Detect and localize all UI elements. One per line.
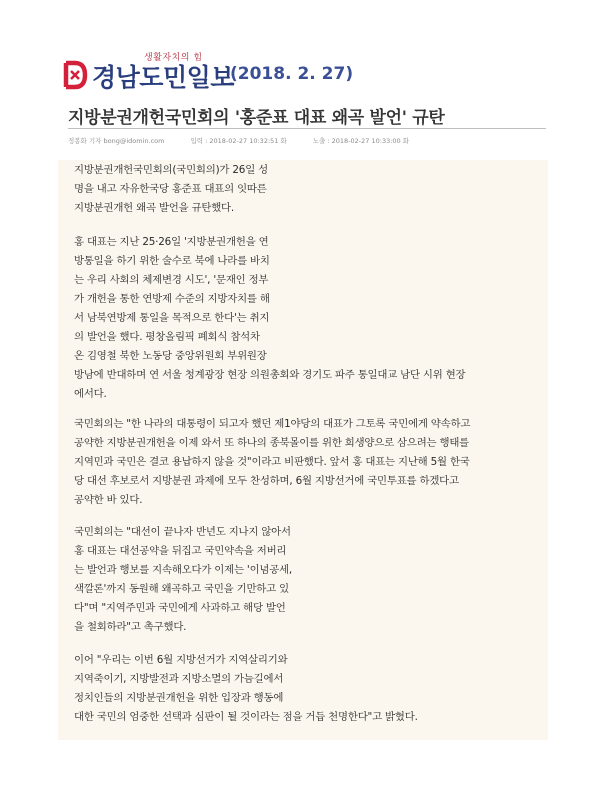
newspaper-slogan: 생활자치의 힘: [144, 53, 203, 63]
text-line: 국민회의는 "대선이 끝나자 반년도 지나지 않아서: [74, 526, 291, 538]
text-line: 는 우리 사회의 체제변경 시도', '문재인 정부: [74, 274, 269, 286]
article-paragraph: [74, 523, 292, 637]
text-line: 정치인들의 지방분권개헌을 위한 입장과 행동에: [74, 692, 284, 704]
text-line: 방남에 반대하며 연 서울 청계광장 현장 의원총회와 경기도 파주 통일대교 남단 시위 현장: [74, 369, 466, 381]
text-line: 방통일을 하기 위한 술수로 북에 나라를 바치: [74, 255, 270, 267]
article-paragraph: [74, 233, 465, 404]
text-line: 서 남북연방제 통일을 목적으로 한다'는 취지: [74, 312, 270, 324]
byline-modified: 노출 : 2018-02-27 10:33:00 화: [312, 137, 410, 145]
article-paragraph: [74, 415, 470, 510]
article-body: [58, 160, 548, 740]
text-line: 온 김영철 북한 노동당 중앙위원회 부위원장: [74, 350, 267, 362]
text-line: 는 발언과 행보를 지속해오다가 이제는 '이념공세,: [74, 564, 293, 576]
text-line: 이어 "우리는 이번 6월 지방선거가 지역살리기와: [74, 654, 288, 666]
title-divider: [68, 128, 546, 129]
text-line: 에서다.: [74, 388, 107, 400]
text-line: 홍 대표는 대선공약을 뒤집고 국민약속을 저버리: [74, 545, 287, 557]
masthead: [62, 50, 542, 100]
text-line: 다"며 "지역주민과 국민에게 사과하고 해당 발언: [74, 602, 286, 614]
text-line: 공약한 지방분권개헌을 이제 와서 또 하나의 종북몰이를 위한 희생양으로 삼으려는 행태를: [74, 437, 470, 449]
article-paragraph: [74, 161, 268, 218]
text-line: 지역죽이기, 지방발전과 지방소멸의 가늠길에서: [74, 673, 284, 685]
text-line: 명을 내고 자유한국당 홍준표 대표의 잇따른: [74, 183, 267, 195]
byline-author: 정봉화 기자 bong@idomin.com: [68, 137, 165, 145]
text-line: 공약한 바 있다.: [74, 494, 143, 506]
issue-date: (2018. 2. 27): [230, 64, 354, 84]
article-title: 지방분권개헌국민회의 '홍준표 대표 왜곡 발언' 규탄: [68, 108, 445, 128]
text-line: 국민회의는 "한 나라의 대통령이 되고자 했던 제1야당의 대표가 그토록 국민에게 약속하고: [74, 418, 471, 430]
text-line: 가 개헌을 통한 연방제 수준의 지방자치를 해: [74, 293, 270, 305]
text-line: 을 철회하라"고 촉구했다.: [74, 621, 187, 633]
text-line: 지방분권개헌 왜곡 발언을 규탄했다.: [74, 202, 234, 214]
text-line: 홍 대표는 지난 25·26일 '지방분권개헌을 연: [74, 236, 269, 248]
text-line: 당 대선 후보로서 지방분권 과제에 모두 찬성하며, 6월 지방선거에 국민투표를 하겠다고: [74, 475, 459, 487]
byline-published: 입력 : 2018-02-27 10:32:51 화: [190, 137, 287, 145]
text-line: 지방분권개헌국민회의(국민회의)가 26일 성: [74, 164, 268, 176]
newspaper-name: 경남도민일보: [92, 63, 234, 92]
text-line: 의 발언을 했다. 평창올림픽 폐회식 참석차: [74, 331, 260, 343]
article-byline: [68, 136, 548, 145]
text-line: 대한 국민의 엄중한 선택과 심판이 될 것이라는 점을 거듭 천명한다"고 밝혔다.: [74, 711, 418, 723]
text-line: 지역민과 국민은 결코 용납하지 않을 것"이라고 비판했다. 앞서 홍 대표는 지난해 5월 한국: [74, 456, 470, 468]
article-paragraph: [74, 651, 418, 727]
text-line: 색깔론'까지 동원해 왜곡하고 국민을 기만하고 있: [74, 583, 289, 595]
newspaper-logo-icon: [62, 58, 88, 92]
